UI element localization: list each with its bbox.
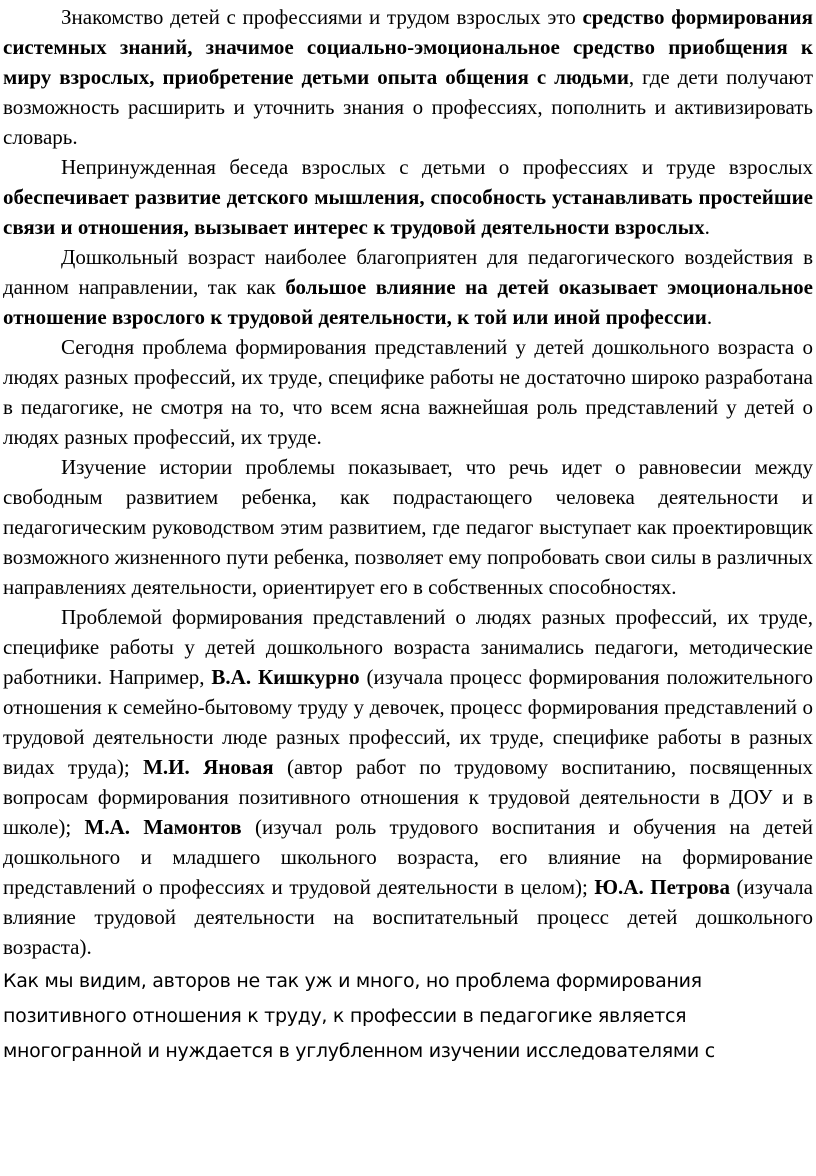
body-paragraph — [3, 332, 813, 452]
tail-paragraph: Как мы видим, авторов не так уж и много, но проблема формирования позитивного отношения к труду, к профессии в педагогике является многогранной и нуждается в углубленном изучении исследователями с — [3, 970, 715, 1062]
bold-text-run: Ю.А. Петрова — [594, 875, 730, 899]
text-run: . — [706, 305, 713, 329]
body-paragraph — [3, 452, 813, 602]
bold-text-run: большое влияние на детей оказывает эмоциональное отношение взрослого к трудовой деятельности, к той или иной профессии — [3, 275, 814, 329]
text-run: (изучала влияние трудовой деятельности на воспитательный процесс детей дошкольного возраста). — [3, 875, 813, 959]
bold-text-run: средство формирования системных знаний, значимое социально-эмоциональное средство приобщения к миру взрослых, приобретение детьми опыта общения с людьми — [3, 5, 813, 89]
document-body — [3, 2, 813, 962]
bold-text-run: обеспечивает развитие детского мышления, способность устанавливать простейшие связи и отношения, вызывает интерес к трудовой деятельности взрослых — [3, 185, 813, 239]
text-run: (изучала процесс формирования положительного отношения к семейно-бытовому труду у девочек, процесс формирования представлений о трудовой деятельности люде разных профессий, их труде, специфике работы в разных видах труда); — [3, 665, 813, 779]
body-paragraph — [3, 2, 813, 152]
bold-text-run: М.И. Яновая — [143, 755, 274, 779]
body-paragraph — [3, 242, 813, 332]
text-run: Проблемой формирования представлений о людях разных профессий, их труде, специфике работы у детей дошкольного возраста занимались педагоги, методические работники. Например, — [3, 605, 813, 689]
text-run: , где дети получают возможность расширить и уточнить знания о профессиях, пополнить и активизировать словарь. — [3, 65, 814, 149]
text-run: Изучение истории проблемы показывает, что речь идет о равновесии между свободным развитием ребенка, как подрастающего человека деятельности и педагогическим руководством этим развитием, где педагог выступает как проектировщик возможного жизненного пути ребенка, позволяет ему попробовать свои силы в различных направлениях деятельности, ориентирует его в собственных способностях. — [3, 455, 813, 599]
text-run: Дошкольный возраст наиболее благоприятен для педагогического воздействия в данном направлении, так как — [3, 245, 813, 299]
text-run: (изучал роль трудового воспитания и обучения на детей дошкольного и младшего школьного возраста, его влияние на формирование представлений о профессиях и трудовой деятельности в целом); — [3, 815, 813, 899]
bold-text-run: М.А. Мамонтов — [84, 815, 242, 839]
text-run: Сегодня проблема формирования представлений у детей дошкольного возраста о людях разных профессий, их труде, специфике работы не достаточно широко разработана в педагогике, не смотря на то, что всем ясна важнейшая роль представлений у детей о людях разных профессий, их труде. — [3, 335, 813, 449]
text-run: (автор работ по трудовому воспитанию, посвященных вопросам формирования позитивного отношения к трудовой деятельности в ДОУ и в школе); — [3, 755, 813, 839]
text-run: Знакомство детей с профессиями и трудом взрослых это — [61, 5, 583, 29]
body-paragraph — [3, 602, 813, 962]
body-paragraph — [3, 152, 813, 242]
bold-text-run: В.А. Кишкурно — [211, 665, 360, 689]
text-run: Непринужденная беседа взрослых с детьми о профессиях и труде взрослых — [61, 155, 813, 179]
text-run: . — [704, 215, 710, 239]
